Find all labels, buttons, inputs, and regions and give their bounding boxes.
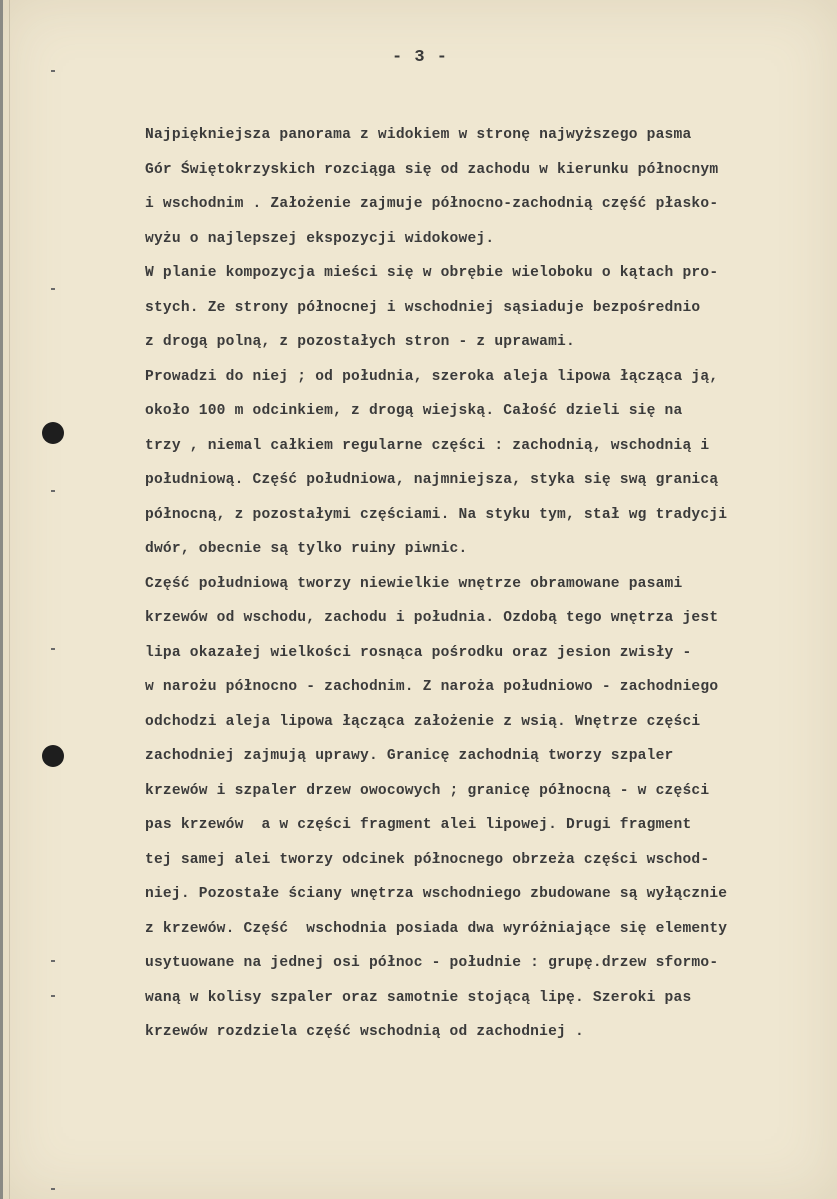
text-line: w narożu północno - zachodnim. Z naroża południowo - zachodniego: [145, 679, 719, 695]
page-number: - 3 -: [391, 48, 448, 67]
text-line: zachodniej zajmują uprawy. Granicę zachodnią tworzy szpaler: [145, 748, 674, 764]
punch-hole: [42, 422, 64, 444]
text-line: Część południową tworzy niewielkie wnętrze obramowane pasami: [145, 575, 683, 592]
margin-mark: [51, 1188, 55, 1190]
text-line: lipa okazałej wielkości rosnąca pośrodku oraz jesion zwisły -: [145, 644, 692, 661]
margin-mark: [51, 288, 55, 290]
text-line: z krzewów. Część wschodnia posiada dwa wyróżniające się elementy: [145, 920, 728, 937]
text-line: północną, z pozostałymi częściami. Na styku tym, stał wg tradycji: [145, 506, 728, 523]
margin-mark: [51, 648, 55, 650]
text-line: niej. Pozostałe ściany wnętrza wschodniego zbudowane są wyłącznie: [145, 886, 728, 902]
text-line: waną w kolisy szpaler oraz samotnie stojącą lipę. Szeroki pas: [145, 989, 692, 1006]
text-line: W planie kompozycja mieści się w obrębie wieloboku o kątach pro-: [145, 265, 719, 281]
margin-mark: [51, 490, 55, 492]
text-line: odchodzi aleja lipowa łącząca założenie z wsią. Wnętrze części: [145, 713, 701, 730]
margin-mark: [51, 70, 55, 72]
text-line: Najpiękniejsza panorama z widokiem w stronę najwyższego pasma: [145, 127, 692, 143]
text-line: stych. Ze strony północnej i wschodniej sąsiaduje bezpośrednio: [145, 299, 701, 316]
margin-mark: [51, 960, 55, 962]
text-line: usytuowane na jednej osi północ - południe : grupę.drzew sformo-: [145, 955, 719, 971]
document-page: [3, 0, 837, 1199]
text-line: krzewów rozdziela część wschodnią od zachodniej .: [145, 1024, 584, 1040]
text-line: pas krzewów a w części fragment alei lipowej. Drugi fragment: [145, 817, 692, 833]
text-line: wyżu o najlepszej ekspozycji widokowej.: [145, 230, 495, 247]
text-line: Gór Świętokrzyskich rozciąga się od zachodu w kierunku północnym: [145, 161, 719, 178]
text-line: tej samej alei tworzy odcinek północnego obrzeża części wschod-: [145, 851, 710, 868]
margin-mark: [51, 995, 55, 997]
text-line: trzy , niemal całkiem regularne części : zachodnią, wschodnią i: [145, 437, 710, 454]
text-line: około 100 m odcinkiem, z drogą wiejską. Całość dzieli się na: [145, 403, 683, 419]
text-line: z drogą polną, z pozostałych stron - z uprawami.: [145, 334, 575, 350]
page-edge: [9, 0, 10, 1199]
text-line: południową. Część południowa, najmniejsza, styka się swą granicą: [145, 472, 719, 488]
text-line: i wschodnim . Założenie zajmuje północno-zachodnią część płasko-: [145, 196, 719, 212]
text-line: krzewów od wschodu, zachodu i południa. Ozdobą tego wnętrza jest: [145, 610, 719, 626]
punch-hole: [42, 745, 64, 767]
text-line: dwór, obecnie są tylko ruiny piwnic.: [145, 541, 468, 557]
body-text: [145, 118, 835, 1050]
text-line: Prowadzi do niej ; od południa, szeroka aleja lipowa łącząca ją,: [145, 368, 719, 385]
text-line: krzewów i szpaler drzew owocowych ; granicę północną - w części: [145, 782, 710, 799]
